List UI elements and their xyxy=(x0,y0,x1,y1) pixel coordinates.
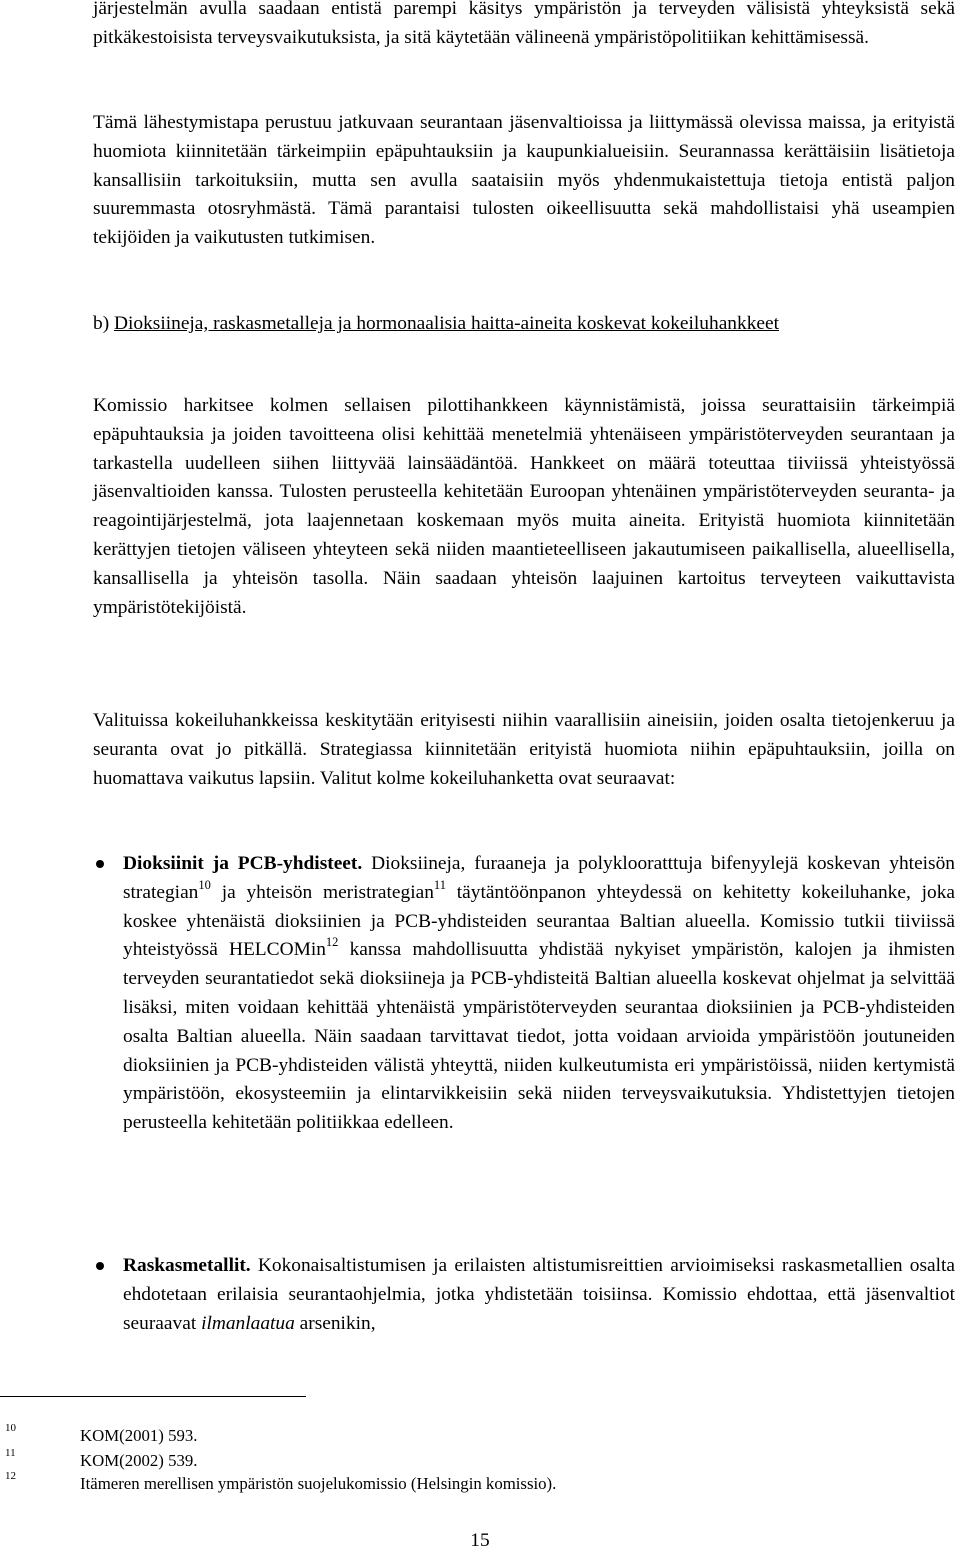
heading-text: Dioksiineja, raskasmetalleja ja hormonaalisia haitta-aineita koskevat kokeiluhankkeet xyxy=(114,313,779,334)
bullet-dioxins-text-3: täytäntöönpanon yhteydessä on kehitetty kokeiluhanke, joka koskee yhtenäistä dioksiinien ja PCB-yhdisteiden seurantaa Baltian alueella. Komissio tutkii tiiviissä yhteistyössä HELCOMin xyxy=(123,881,955,961)
footnote-ref-12: 12 xyxy=(325,935,339,950)
paragraph-approach: Tämä lähestymistapa perustuu jatkuvaan seurantaan jäsenvaltioissa ja liittymässä olevissa maissa, ja erityistä huomiota kiinnitetään tärkeimpiin epäpuhtauksiin ja kaupunkialueisiin. Seurannassa kerättäisiin lisätietoja kansallisiin tarkoituksiin, mutta sen avulla saataisiin myös yhdenmukaistettuja tietoja entistä paljon suuremmasta otosryhmästä. Tämä parantaisi tulosten oikeellisuutta sekä mahdollistaisi yhä useampien tekijöiden ja vaikutusten tutkimisen. xyxy=(93,112,955,249)
page-number: 15 xyxy=(470,1530,490,1551)
bullet-dioxins-text-2: ja yhteisön meristrategian xyxy=(210,881,434,903)
bullet-heavy-metals-text-2: arsenikin, xyxy=(294,1312,376,1334)
bullet-heavy-metals-text-1: Kokonaisaltistumisen ja erilaisten altistumisreittien arvioimiseksi raskasmetallien osalta ehdotetaan erilaisia seurantaohjelmia, jotka yhdistetään toisiinsa. Komissio ehdottaa, että jäsenvaltiot seuraavat xyxy=(123,1255,955,1334)
footnote-ref-11: 11 xyxy=(433,877,446,892)
footnote-separator xyxy=(0,1396,306,1397)
bullet-dioxins-title: Dioksiinit ja PCB-yhdisteet. xyxy=(123,853,363,874)
paragraph-selected-projects: Valituissa kokeiluhankkeissa keskitytään erityisesti niihin vaarallisiin aineisiin, joiden osalta tietojenkeruu ja seuranta ovat jo pitkällä. Strategiassa kiinnitetään erityistä huomiota niihin epäpuhtauksiin, joilla on huomattava vaikutus lapsiin. Valitut kolme kokeiluhanketta ovat seuraavat: xyxy=(93,710,955,789)
bullet-dioxins-text-4: kanssa mahdollisuutta yhdistää nykyiset ympäristön, kalojen ja ihmisten terveyden seurantatiedot sekä dioksiineja ja PCB-yhdisteitä Baltian alueella koskevat ohjelmat ja selvittää lisäksi, miten voidaan kehittää yhtenäistä ympäristöterveyden seurantaa dioksiinien ja PCB-yhdisteiden osalta Baltian alueella. Näin saadaan tarvittavat tiedot, jotta voidaan arvioida ympäristöön joutuneiden dioksiinien ja PCB-yhdisteiden välistä yhteyttä, niiden kulkeutumista eri ympäristöissä, niiden kertymistä ympäristöön, ekosysteemiin ja elintarvikkeisiin sekä niiden terveysvaikutuksia. Yhdistettyjen tietojen perusteella kehitetään politiikkaa edelleen. xyxy=(123,939,955,1134)
footnote-number: 11 xyxy=(5,1447,16,1459)
paragraph-intro: järjestelmän avulla saadaan entistä parempi käsitys ympäristön ja terveyden välisistä yhteyksistä sekä pitkäkestoisista terveysvaikutuksista, ja sitä käytetään välineenä ympäristöpolitiikan kehittämisessä. xyxy=(93,0,955,48)
bullet-heavy-metals-text xyxy=(123,1252,955,1338)
paragraph-pilot-projects: Komissio harkitsee kolmen sellaisen pilottihankkeen käynnistämistä, joissa seurattaisiin tärkeimpiä epäpuhtauksia ja joiden tavoitteena olisi kehittää menetelmiä yhtenäiseen ympäristöterveyden seurantaan ja tarkastella uudelleen siihen liittyvää lainsäädäntöä. Hankkeet on määrä toteuttaa tiiviissä yhteistyössä jäsenvaltioiden kanssa. Tulosten perusteella kehitetään Euroopan yhtenäinen ympäristöterveyden seuranta- ja reagointijärjestelmä, jota laajennetaan koskemaan myös muita aineita. Erityistä huomiota kiinnitetään kerättyjen tietojen väliseen yhteyteen sekä niiden maantieteelliseen jakautumiseen paikallisella, alueellisella, kansallisella ja yhteisön tasolla. Näin saadaan yhteisön laajuinen kartoitus terveyteen vaikuttavista ympäristötekijöistä. xyxy=(93,395,955,618)
footnote-text: Itämeren merellisen ympäristön suojelukomissio (Helsingin komissio). xyxy=(80,1474,557,1493)
footnote-text: KOM(2001) 593. xyxy=(80,1426,198,1445)
section-heading-b xyxy=(93,310,955,339)
bullet-heavy-metals-title: Raskasmetallit. xyxy=(123,1255,251,1276)
bullet-dioxins-text xyxy=(123,850,955,1138)
heading-prefix: b) xyxy=(93,313,115,334)
footnote-text: KOM(2002) 539. xyxy=(80,1451,198,1470)
bullet-heavy-metals-italic: ilmanlaatua xyxy=(201,1312,295,1334)
bullet-icon xyxy=(96,860,104,868)
footnote-number: 12 xyxy=(5,1470,16,1482)
footnote-ref-10: 10 xyxy=(198,877,211,892)
bullet-dioxins-text-1: Dioksiineja, furaaneja ja polyklooratttuja bifenyylejä koskevan yhteisön strategian xyxy=(123,853,955,903)
bullet-icon xyxy=(96,1262,104,1270)
footnote-number: 10 xyxy=(5,1422,16,1434)
